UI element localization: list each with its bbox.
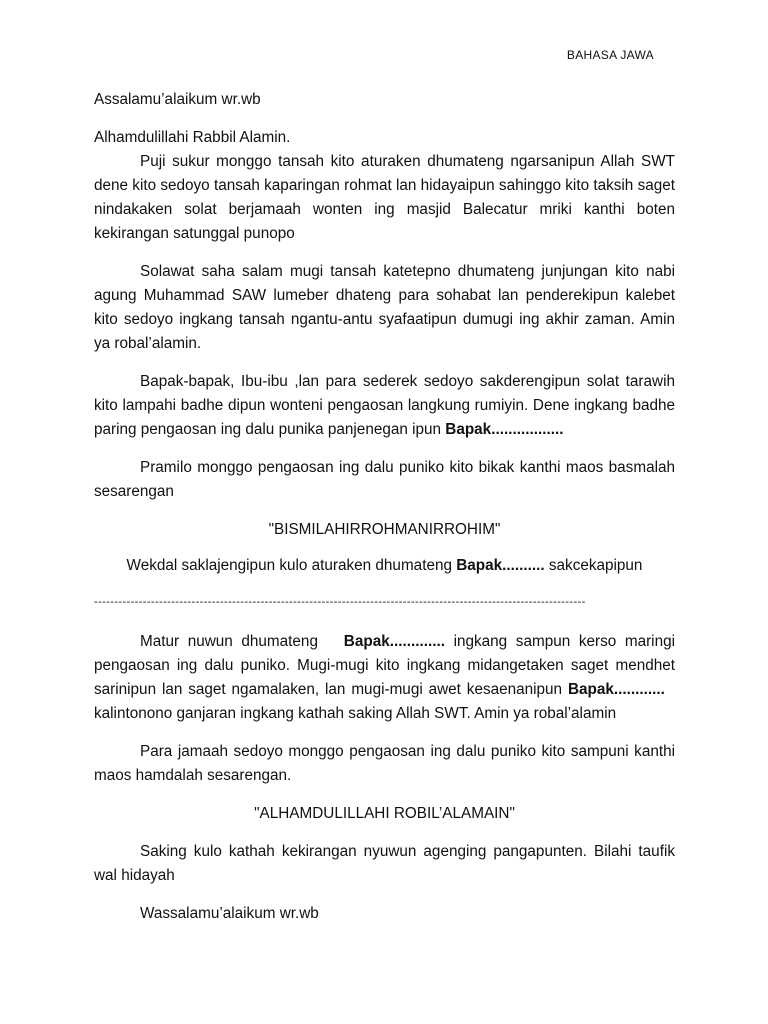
document-body <box>94 88 675 926</box>
paragraph-puji-sukur: Puji sukur monggo tansah kito aturaken dhumateng ngarsanipun Allah SWT dene kito sedoyo tansah kaparingan rohmat lan hidayaipun sahinggo kito taksih saget nindakaken solat berjamaah wonten ing masjid Balecatur mriki kanthi boten kekirangan satunggal punopo <box>94 153 675 242</box>
closing-salam: Wassalamu’alaikum wr.wb <box>140 905 319 922</box>
thanks-text-1: Matur nuwun dhumateng <box>140 633 318 650</box>
thanks-speaker-2: Bapak............ <box>567 681 665 698</box>
wekdal-speaker: Bapak.......... <box>456 557 545 574</box>
section-divider: ------------------------------------------------------------------------------------------------------------------------- <box>94 596 586 608</box>
opening-salam: Assalamu’alaikum wr.wb <box>94 91 261 108</box>
thanks-text-3: kalintonono ganjaran ingkang kathah saking Allah SWT. Amin ya robal’alamin <box>94 705 617 722</box>
wekdal-line <box>94 554 675 578</box>
paragraph-solawat: Solawat saha salam mugi tansah katetepno dhumateng junjungan kito nabi agung Muhammad SAW lumeber dhateng para sohabat lan penderekipun kalebet kito sedoyo ingkang tansah ngantu-antu syafaatipun dumugi ing akhir zaman. Amin ya robal’alamin. <box>94 263 675 352</box>
paragraph-apology: Saking kulo kathah kekirangan nyuwun agenging pangapunten. Bilahi taufik wal hidayah <box>94 843 675 884</box>
paragraph-closing-invite: Para jamaah sedoyo monggo pengaosan ing dalu puniko kito sampuni kanthi maos hamdalah sesarengan. <box>94 743 675 784</box>
speaker-name-blank: Bapak................. <box>445 421 564 438</box>
opening-text: Bapak-bapak, Ibu-ibu ,lan para sederek sedoyo sakderengipun solat tarawih kito lampahi badhe dipun wonteni pengaosan langkung rumiyin. Dene ingkang badhe paring pengaosan ing dalu punika panjenegan ipun <box>94 373 675 438</box>
alhamdulillah-line: "ALHAMDULILLAHI ROBIL’ALAMAIN" <box>254 805 515 822</box>
page-header: BAHASA JAWA <box>566 48 654 62</box>
paragraph-basmalah-invite: Pramilo monggo pengaosan ing dalu puniko kito bikak kanthi maos basmalah sesarengan <box>94 459 675 500</box>
wekdal-before: Wekdal saklajengipun kulo aturaken dhumateng <box>126 557 452 574</box>
paragraph-opening <box>94 370 675 442</box>
paragraph-thanks <box>94 630 675 726</box>
basmalah-line: "BISMILAHIRROHMANIRROHIM" <box>268 521 501 538</box>
wekdal-after: sakcekapipun <box>548 557 643 574</box>
hamdalah-line: Alhamdulillahi Rabbil Alamin. <box>94 129 291 146</box>
thanks-text-2: ingkang sampun kerso maringi pengaosan ing dalu puniko. Mugi-mugi kito ingkang midangetaken saget mendhet sarinipun lan saget ngamalaken, lan mugi-mugi awet kesaenanipun <box>94 633 675 698</box>
thanks-speaker-1: Bapak............. <box>343 633 445 650</box>
